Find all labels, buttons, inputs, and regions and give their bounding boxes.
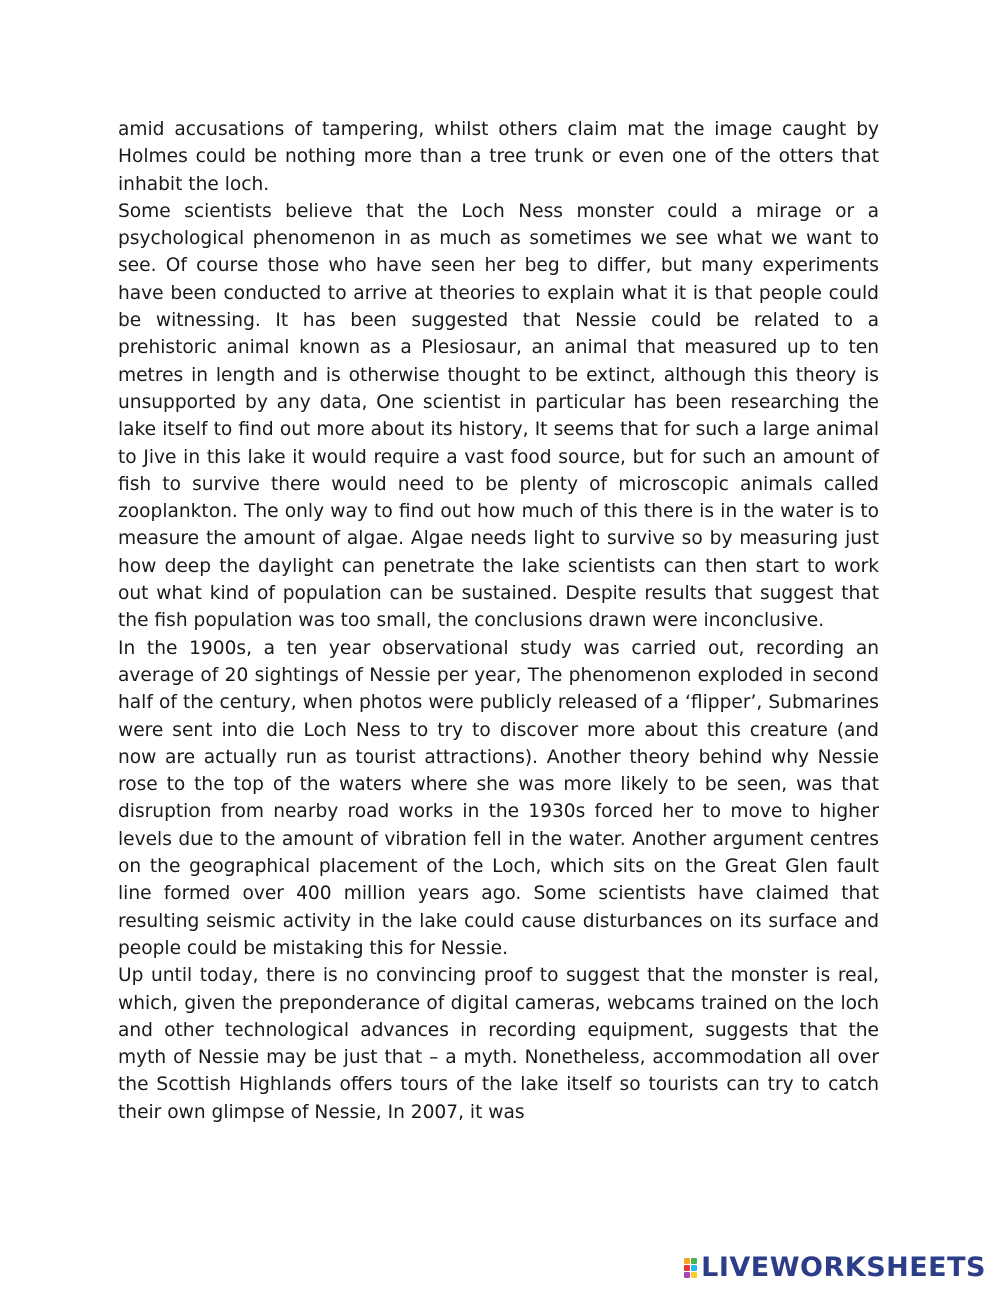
liveworksheets-logo — [684, 1254, 986, 1281]
logo-block — [691, 1265, 697, 1271]
logo-block — [684, 1258, 690, 1264]
logo-block — [684, 1265, 690, 1271]
paragraph: In the 1900s, a ten year observational study was carried out, recording an average of 20 sightings of Nessie per year, The phenomenon exploded in second half of the century, when photos were publicly released of a ‘flipper’, Submarines were sent into die Loch Ness to try to discover more about this creature (and now are actually run as tourist attractions). Another theory behind why Nessie rose to the top of the waters where she was more likely to be seen, was that disruption from nearby road works in the 1930s forced her to move to higher levels due to the amount of vibration fell in the water. Another argument centres on the geographical placement of the Loch, which sits on the Great Glen fault line formed over 400 million years ago. Some scientists have claimed that resulting seismic activity in the lake could cause disturbances on its surface and people could be mistaking this for Nessie. — [118, 637, 879, 959]
paragraph: Up until today, there is no convincing proof to suggest that the monster is real, which, given the preponderance of digital cameras, webcams trained on the loch and other technological advances in recording equipment, suggests that the myth of Nessie may be just that – a myth. Nonetheless, accommodation all over the Scottish Highlands offers tours of the lake itself so tourists can try to catch their own glimpse of Nessie, In 2007, it was — [118, 965, 879, 1123]
logo-block — [691, 1258, 697, 1264]
logo-mark-icon — [684, 1258, 697, 1278]
paragraph: amid accusations of tampering, whilst others claim mat the image caught by Holmes could be nothing more than a tree trunk or even one of the otters that inhabit the loch. — [118, 119, 879, 195]
logo-text: LIVEWORKSHEETS — [701, 1252, 986, 1283]
logo-block — [691, 1272, 697, 1278]
paragraph: Some scientists believe that the Loch Ness monster could a mirage or a psychological phenomenon in as much as sometimes we see what we want to see. Of course those who have seen her beg to differ, but many experiments have been conducted to arrive at theories to explain what it is that people could be witnessing. It has been suggested that Nessie could be related to a prehistoric animal known as a Plesiosaur, an animal that measured up to ten metres in length and is otherwise thought to be extinct, although this theory is unsupported by any data, One scientist in particular has been researching the lake itself to find out more about its history, It seems that for such a large animal to Jive in this lake it would require a vast food source, but for such an amount of fish to survive there would need to be plenty of microscopic animals called zooplankton. The only way to find out how much of this there is in the water is to measure the amount of algae. Algae needs light to survive so by measuring just how deep the daylight can penetrate the lake scientists can then start to work out what kind of population can be sustained. Despite results that suggest that the fish population was too small, the conclusions drawn were inconclusive. — [118, 200, 879, 632]
document-body — [118, 116, 879, 1126]
logo-block — [684, 1272, 690, 1278]
